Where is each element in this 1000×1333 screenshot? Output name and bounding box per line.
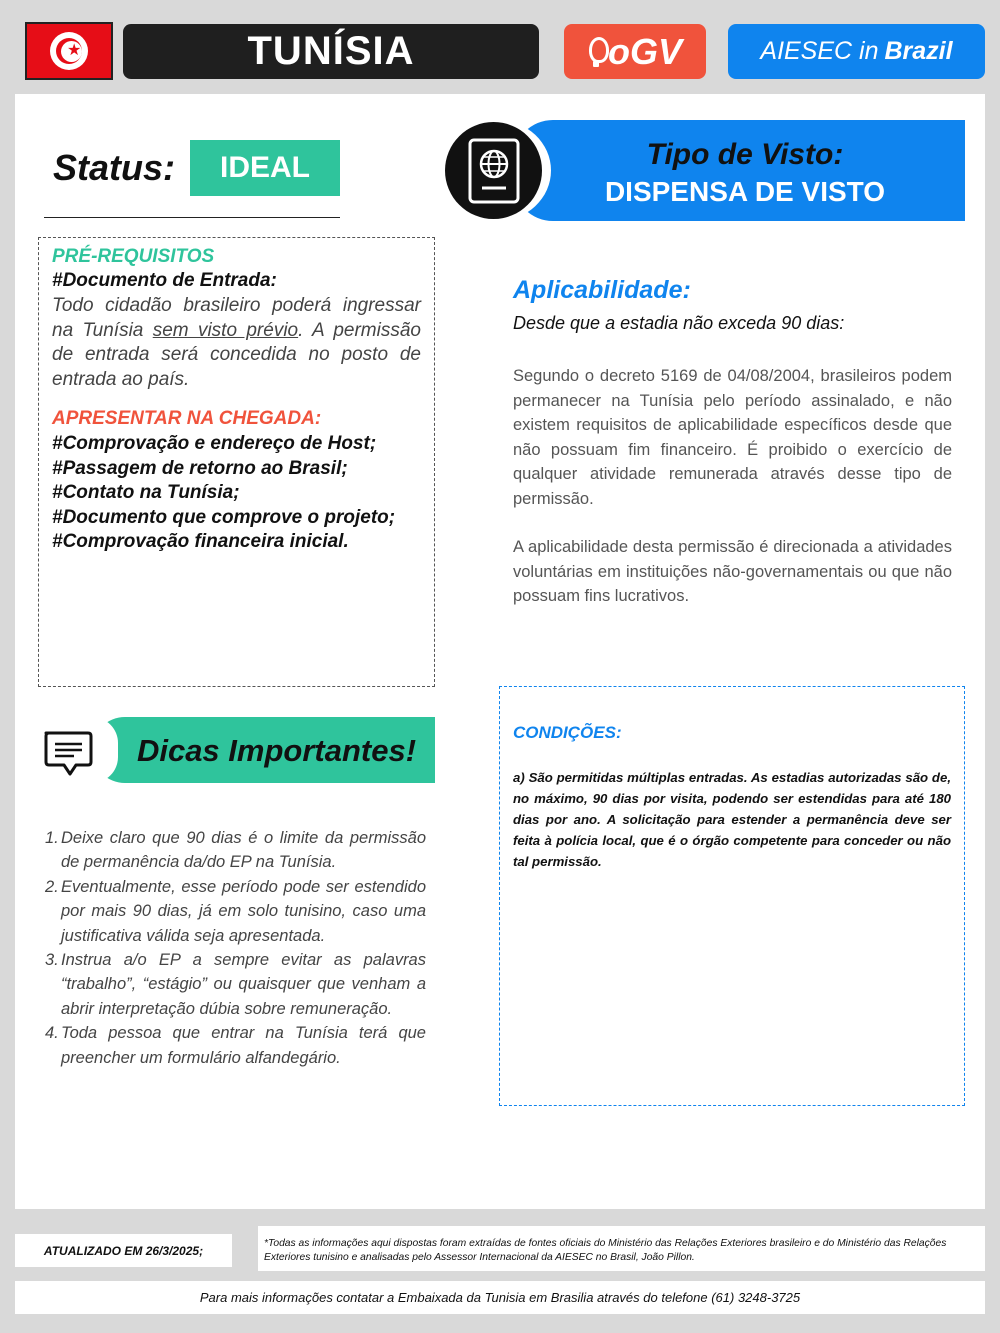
- list-item: 1. Deixe claro que 90 dias é o limite da permissão de permanência da/do EP na Tunísia.: [45, 829, 426, 872]
- visa-type: DISPENSA DE VISTO: [604, 176, 886, 207]
- entry-document-heading: #Documento de Entrada:: [52, 270, 277, 291]
- tips-title: Dicas Importantes!: [136, 733, 417, 768]
- arrival-list: [52, 432, 421, 555]
- list-item: #Documento que comprove o projeto;: [52, 506, 396, 528]
- aiesec-logo: [728, 24, 985, 79]
- ogv-label: oGV: [607, 30, 682, 72]
- conditions-box: [499, 686, 965, 1106]
- updated-date: ATUALIZADO EM 26/3/2025;: [15, 1234, 232, 1267]
- conditions-text: a) São permitidas múltiplas entradas. As estadias autorizadas são de, no máximo, 90 dias por visita, podendo ser estendidas para até 180 dias por ano. A solicitação para estender a permanência deve ser feita à polícia local, que é o órgão competente para conceder ou não tal permissão.: [513, 770, 951, 869]
- chat-bubble-icon: [42, 730, 94, 778]
- applicability-paragraph: Segundo o decreto 5169 de 04/08/2004, brasileiros podem permanecer na Tunísia pelo período assinalado, e não existem requisitos de aplicabilidade específicos desde que não possuam fim financeiro. É proibido o exercício de qualquer atividade remunerada através desse tipo de permissão.: [513, 367, 952, 508]
- entry-document-text: Todo cidadão brasileiro poderá ingressar na Tunísia sem visto prévio. A permissão de entrada será concedida no posto de entrada ao país.: [52, 295, 421, 390]
- tunisia-flag-icon: ★: [25, 22, 113, 80]
- status-divider: [44, 217, 340, 218]
- applicability-text: [513, 364, 952, 609]
- tips-list: [45, 826, 426, 1070]
- visa-title: Tipo de Visto:: [646, 138, 844, 171]
- country-title: TUNÍSIA: [123, 24, 539, 79]
- list-item: #Contato na Tunísia;: [52, 482, 240, 503]
- prerequisites-box: [38, 237, 435, 687]
- list-item: 3. Instrua a/o EP a sempre evitar as palavras “trabalho”, “estágio” ou quaisquer que venham a abrir interpretação dúbia sobre remuneração.: [45, 951, 426, 1018]
- aiesec-country: Brazil: [884, 37, 953, 65]
- ogv-logo: [564, 24, 706, 79]
- status-label: Status:: [53, 147, 176, 188]
- status-badge: IDEAL: [190, 140, 340, 196]
- applicability-title: Aplicabilidade:: [513, 276, 691, 304]
- conditions-heading: CONDIÇÕES:: [513, 723, 622, 742]
- aiesec-prefix: AIESEC in: [760, 37, 879, 65]
- list-item: #Comprovação e endereço de Host;: [52, 433, 377, 454]
- applicability-subtitle: Desde que a estadia não exceda 90 dias:: [513, 313, 845, 333]
- list-item: #Comprovação financeira inicial.: [52, 531, 349, 552]
- list-item: #Passagem de retorno ao Brasil;: [52, 457, 348, 479]
- source-note: *Todas as informações aqui dispostas foram extraídas de fontes oficiais do Ministério das Relações Exteriores brasileiro e do Ministério das Relações Exteriores tunisino e analisadas pelo Assessor Internacional da AIESEC no Brasil, João Pillon.: [258, 1226, 985, 1271]
- prerequisites-heading: PRÉ-REQUISITOS: [52, 246, 215, 267]
- passport-icon: [445, 122, 542, 219]
- arrival-heading: APRESENTAR NA CHEGADA:: [52, 408, 322, 429]
- contact-info: Para mais informações contatar a Embaixada da Tunisia em Brasilia através do telefone (61) 3248-3725: [15, 1281, 985, 1314]
- balloon-icon: [588, 37, 604, 67]
- list-item: 4. Toda pessoa que entrar na Tunísia terá que preencher um formulário alfandegário.: [45, 1024, 426, 1067]
- applicability-paragraph: A aplicabilidade desta permissão é direcionada a atividades voluntárias em instituições não-governamentais ou que não possuam fins lucrativos.: [513, 538, 952, 605]
- list-item: 2. Eventualmente, esse período pode ser estendido por mais 90 dias, já em solo tunisino, caso uma justificativa válida seja apresentada.: [45, 877, 426, 945]
